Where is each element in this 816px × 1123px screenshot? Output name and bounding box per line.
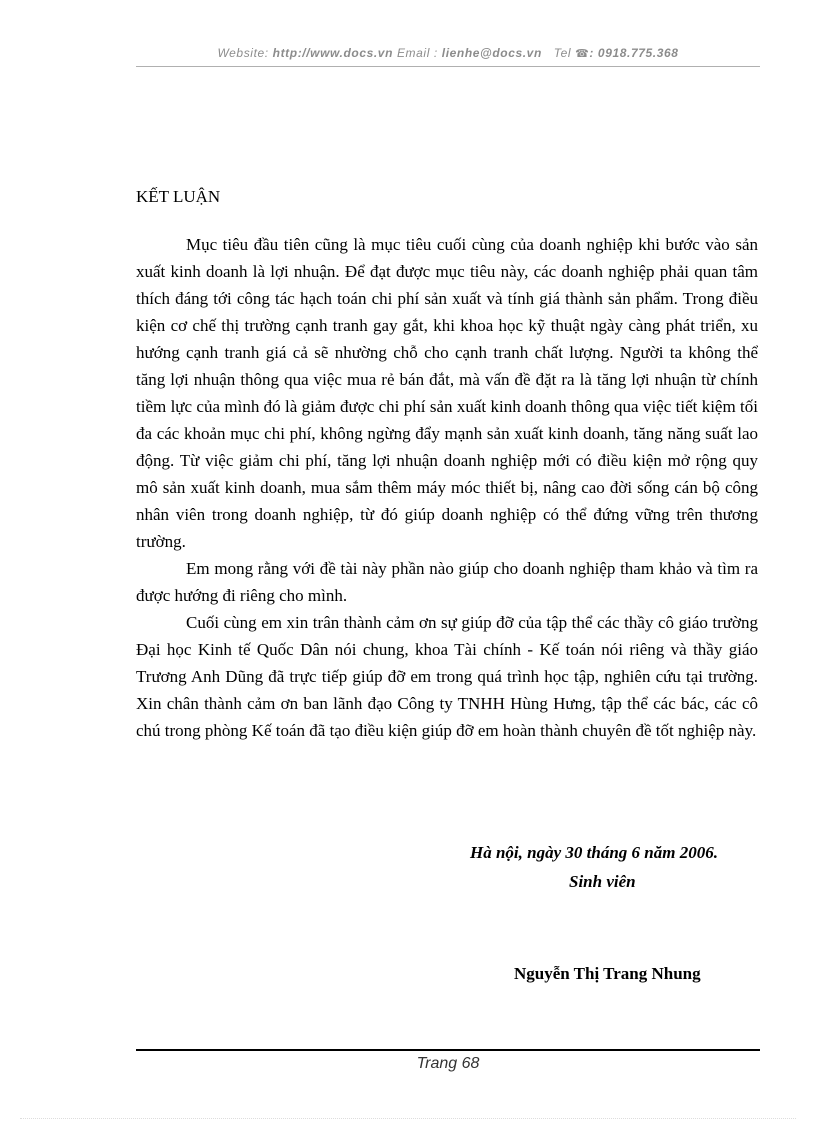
footer-divider <box>136 1049 760 1051</box>
email-address[interactable]: lienhe@docs.vn <box>441 46 542 60</box>
paragraph-3: Cuối cùng em xin trân thành cảm ơn sự giúp đỡ của tập thể các thầy cô giáo trường Đại học Kinh tế Quốc Dân nói chung, khoa Tài chính - Kế toán nói riêng và thầy giáo Trương Anh Dũng đã trực tiếp giúp đỡ em trong quá trình học tập, nghiên cứu tại trường. Xin chân thành cảm ơn ban lãnh đạo Công ty TNHH Hùng Hưng, tập thể các bác, các cô chú trong phòng Kế toán đã tạo điều kiện giúp đỡ em hoàn thành chuyên đề tốt nghiệp này. <box>136 613 758 740</box>
paragraph-1: Mục tiêu đầu tiên cũng là mục tiêu cuối cùng của doanh nghiệp khi bước vào sản xuất kinh doanh là lợi nhuận. Để đạt được mục tiêu này, các doanh nghiệp phải quan tâm thích đáng tới công tác hạch toán chi phí sản xuất và tính giá thành sản phẩm. Trong điều kiện cơ chế thị trường cạnh tranh gay gắt, khi khoa học kỹ thuật ngày càng phát triển, xu hướng cạnh tranh giá cả sẽ nhường chỗ cho cạnh tranh chất lượng. Người ta không thể tăng lợi nhuận thông qua việc mua rẻ bán đắt, mà vấn đề đặt ra là tăng lợi nhuận từ chính tiềm lực của mình đó là giảm được chi phí sản xuất kinh doanh thông qua việc tiết kiệm tối đa các khoản mục chi phí, không ngừng đẩy mạnh sản xuất kinh doanh, tăng năng suất lao động. Từ việc giảm chi phí, tăng lợi nhuận doanh nghiệp mới có điều kiện mở rộng quy mô sản xuất kinh doanh, mua sắm thêm máy móc thiết bị, nâng cao đời sống cán bộ công nhân viên trong doanh nghiệp, từ đó giúp doanh nghiệp có thể đứng vững trên thương trường. <box>136 235 758 551</box>
website-url[interactable]: http://www.docs.vn <box>272 46 394 60</box>
phone-icon: ☎ <box>575 48 590 60</box>
paragraph-2: Em mong rằng với đề tài này phần nào giúp cho doanh nghiệp tham khảo và tìm ra được hướng đi riêng cho mình. <box>136 559 758 605</box>
signer-role: Sinh viên <box>569 872 636 891</box>
header-divider <box>136 66 760 67</box>
page-number: Trang 68 <box>416 1055 480 1072</box>
page-header <box>136 46 760 60</box>
author-name: Nguyễn Thị Trang Nhung <box>514 964 701 983</box>
email-label: Email : <box>396 46 438 60</box>
date-line: Hà nội, ngày 30 tháng 6 năm 2006. <box>470 843 718 862</box>
document-body <box>136 231 758 744</box>
tel-label: Tel <box>553 46 572 60</box>
section-heading: KẾT LUẬN <box>136 187 221 206</box>
page-bottom-border <box>20 1118 796 1119</box>
website-label: Website: <box>217 46 269 60</box>
tel-number: : 0918.775.368 <box>589 46 679 60</box>
